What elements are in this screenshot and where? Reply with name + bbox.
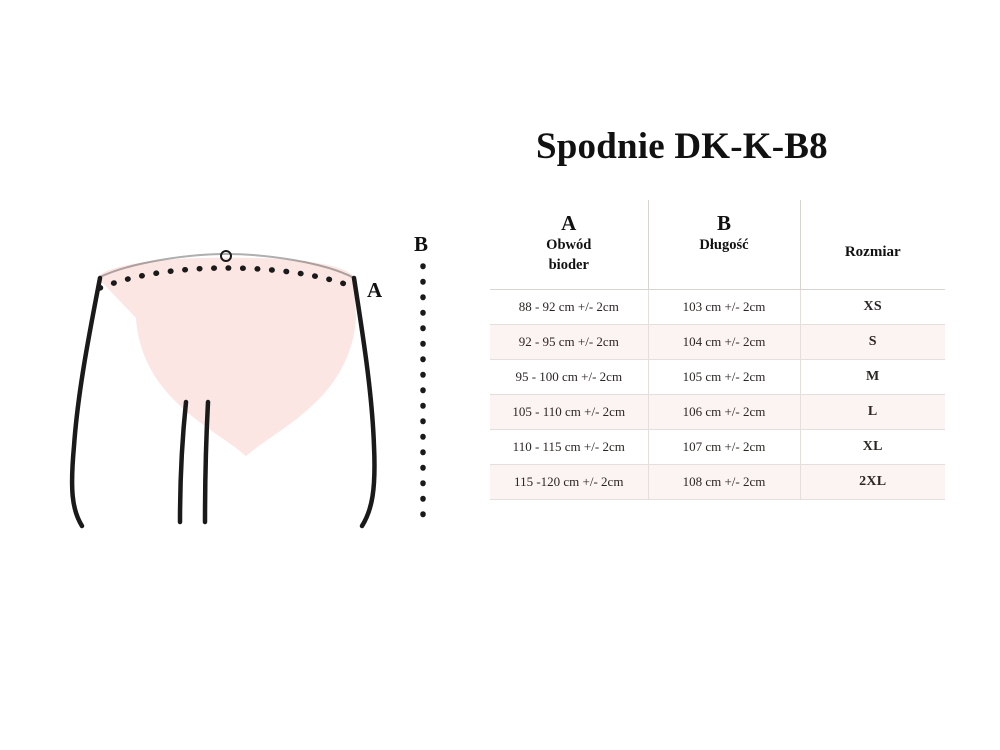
column-header-length-letter: B <box>716 211 731 235</box>
size-table <box>490 200 945 500</box>
strap-right-outer <box>354 278 375 526</box>
column-header-hip <box>490 200 648 290</box>
cell-length: 104 cm +/- 2cm <box>648 325 800 360</box>
cell-hip: 105 - 110 cm +/- 2cm <box>490 395 648 430</box>
column-header-length-line1: Długość <box>699 237 749 254</box>
cell-length: 106 cm +/- 2cm <box>648 395 800 430</box>
cell-size: M <box>800 360 945 395</box>
table-row <box>490 430 945 465</box>
cell-hip: 110 - 115 cm +/- 2cm <box>490 430 648 465</box>
cell-length: 108 cm +/- 2cm <box>648 465 800 500</box>
label-b: B <box>414 232 429 256</box>
table-row <box>490 395 945 430</box>
column-header-hip-line2: bioder <box>548 256 589 273</box>
length-measure-dotted-line <box>418 262 428 530</box>
cell-size: XL <box>800 430 945 465</box>
table-row <box>490 325 945 360</box>
cell-hip: 95 - 100 cm +/- 2cm <box>490 360 648 395</box>
column-header-size <box>800 200 945 290</box>
table-header-row <box>490 200 945 290</box>
cell-size: L <box>800 395 945 430</box>
garment-illustration <box>60 210 440 590</box>
garment-body <box>98 258 356 456</box>
label-a: A <box>367 278 383 302</box>
table-row <box>490 465 945 500</box>
cell-length: 105 cm +/- 2cm <box>648 360 800 395</box>
column-header-hip-letter: A <box>561 211 577 235</box>
cell-size: XS <box>800 290 945 325</box>
cell-hip: 92 - 95 cm +/- 2cm <box>490 325 648 360</box>
cell-length: 107 cm +/- 2cm <box>648 430 800 465</box>
cell-length: 103 cm +/- 2cm <box>648 290 800 325</box>
column-header-size-label: Rozmiar <box>844 244 901 260</box>
cell-hip: 115 -120 cm +/- 2cm <box>490 465 648 500</box>
cell-size: S <box>800 325 945 360</box>
cell-hip: 88 - 92 cm +/- 2cm <box>490 290 648 325</box>
column-header-length <box>648 200 800 290</box>
strap-left-inner <box>180 402 186 522</box>
page-title: Spodnie DK-K-B8 <box>536 126 828 167</box>
strap-right-inner <box>205 402 208 522</box>
table-row <box>490 290 945 325</box>
column-header-hip-line1: Obwód <box>546 237 592 254</box>
cell-size: 2XL <box>800 465 945 500</box>
strap-left-outer <box>72 278 100 526</box>
table-row <box>490 360 945 395</box>
